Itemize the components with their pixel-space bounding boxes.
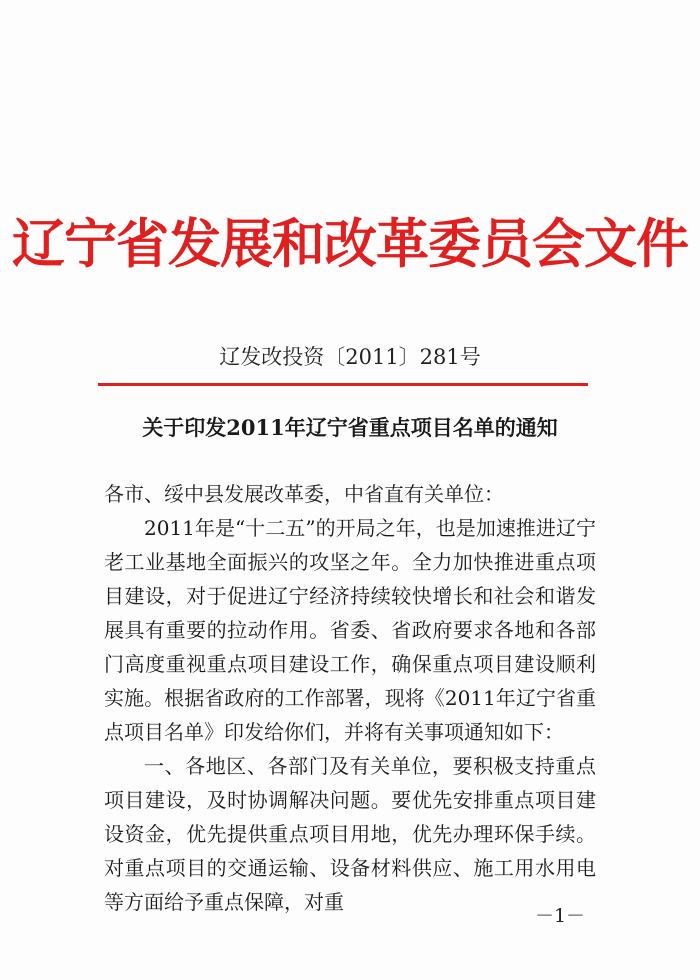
- red-divider-line: [98, 383, 588, 386]
- notice-title: 关于印发2011年辽宁省重点项目名单的通知: [142, 415, 558, 440]
- body-paragraph: 一、各地区、各部门及有关单位，要积极支持重点项目建设，及时协调解决问题。要优先安排重点项目建设资金，优先提供重点项目用地，优先办理环保手续。对重点项目的交通运输、设备材料供应、施工用水用电等方面给予重点保障，对重: [104, 754, 596, 914]
- document-number: 辽发改投资〔2011〕281号: [219, 345, 481, 369]
- issuer-red-header: 辽宁省发展和改革委员会文件: [12, 214, 688, 275]
- body-paragraph: 2011年是“十二五”的开局之年，也是加速推进辽宁老工业基地全面振兴的攻坚之年。全力加快推进重点项目建设，对于促进辽宁经济持续较快增长和社会和谐发展具有重要的拉动作用。省委、省政府要求各地和各部门高度重视重点项目建设工作，确保重点项目建设顺利实施。根据省政府的工作部署，现将《2011年辽宁省重点项目名单》印发给你们，并将有关事项通知如下：: [104, 516, 596, 744]
- document-body: [104, 477, 596, 919]
- salutation: 各市、绥中县发展改革委，中省直有关单位：: [104, 482, 504, 506]
- page-number: －1－: [534, 905, 586, 927]
